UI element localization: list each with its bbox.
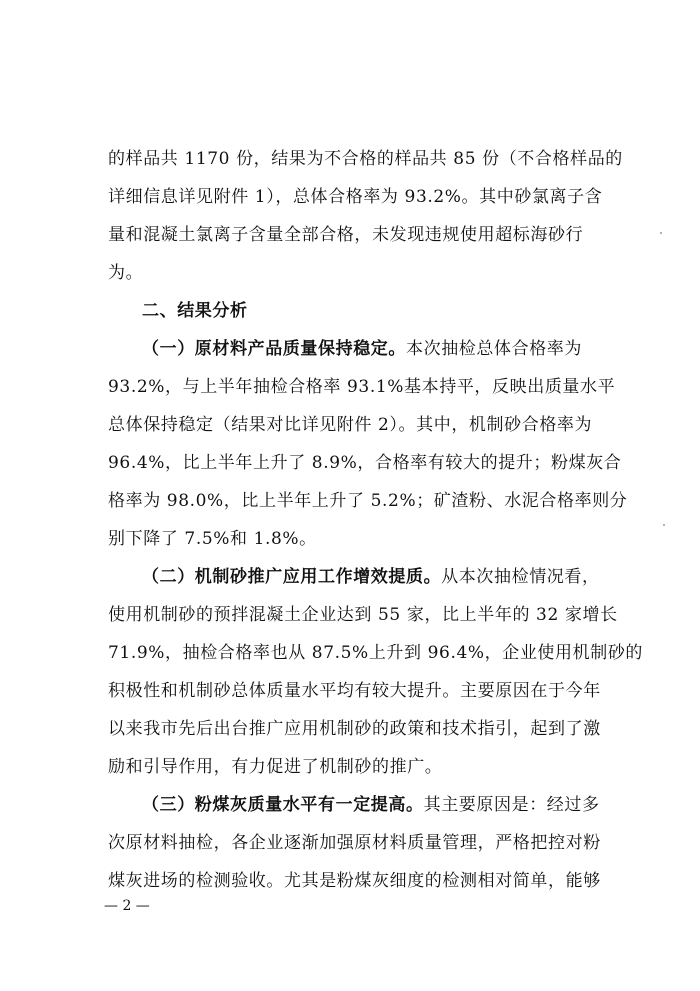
- text-line: 格率为 98.0%，比上半年上升了 5.2%；矿渣粉、水泥合格率则分: [108, 491, 628, 511]
- text-line: 量和混凝土氯离子含量全部合格，未发现违规使用超标海砂行: [108, 225, 584, 245]
- text-line: 93.2%，与上半年抽检合格率 93.1%基本持平，反映出质量水平: [108, 377, 616, 397]
- text-line: 励和引导作用，有力促进了机制砂的推广。: [108, 757, 443, 777]
- subsection-line: （二）机制砂推广应用工作增效提质。从本次抽检情况看，: [142, 567, 600, 587]
- subsection-title: （一）原材料产品质量保持稳定。: [142, 339, 406, 359]
- subsection-line: （一）原材料产品质量保持稳定。本次抽检总体合格率为: [142, 339, 582, 359]
- text-line: 的样品共 1170 份，结果为不合格的样品共 85 份（不合格样品的: [108, 149, 623, 169]
- text-line: 为。: [108, 263, 144, 283]
- text-line: 使用机制砂的预拌混凝土企业达到 55 家，比上半年的 32 家增长: [108, 605, 618, 625]
- text-line: 96.4%，比上半年上升了 8.9%，合格率有较大的提升；粉煤灰合: [108, 453, 622, 473]
- subsection-title: （三）粉煤灰质量水平有一定提高。: [142, 795, 424, 815]
- text-line: 次原材料抽检，各企业逐渐加强原材料质量管理，严格把控对粉: [108, 833, 601, 853]
- page-number: — 2 —: [104, 898, 150, 914]
- text-line: 煤灰进场的检测验收。尤其是粉煤灰细度的检测相对简单，能够: [108, 871, 601, 891]
- subsection-line: （三）粉煤灰质量水平有一定提高。其主要原因是：经过多: [142, 795, 600, 815]
- text-line: 71.9%，抽检合格率也从 87.5%上升到 96.4%，企业使用机制砂的: [108, 643, 644, 663]
- text-line: 以来我市先后出台推广应用机制砂的政策和技术指引，起到了激: [108, 719, 601, 739]
- subsection-title: （二）机制砂推广应用工作增效提质。: [142, 567, 442, 587]
- text-line: 详细信息详见附件 1），总体合格率为 93.2%。其中砂氯离子含: [108, 187, 603, 207]
- scan-speck: [660, 232, 662, 234]
- text-line: 别下降了 7.5%和 1.8%。: [108, 529, 317, 549]
- scan-speck: [663, 524, 665, 526]
- section-heading: 二、结果分析: [142, 301, 248, 321]
- text-line: 积极性和机制砂总体质量水平均有较大提升。主要原因在于今年: [108, 681, 601, 701]
- text-line: 总体保持稳定（结果对比详见附件 2）。其中，机制砂合格率为: [108, 415, 593, 435]
